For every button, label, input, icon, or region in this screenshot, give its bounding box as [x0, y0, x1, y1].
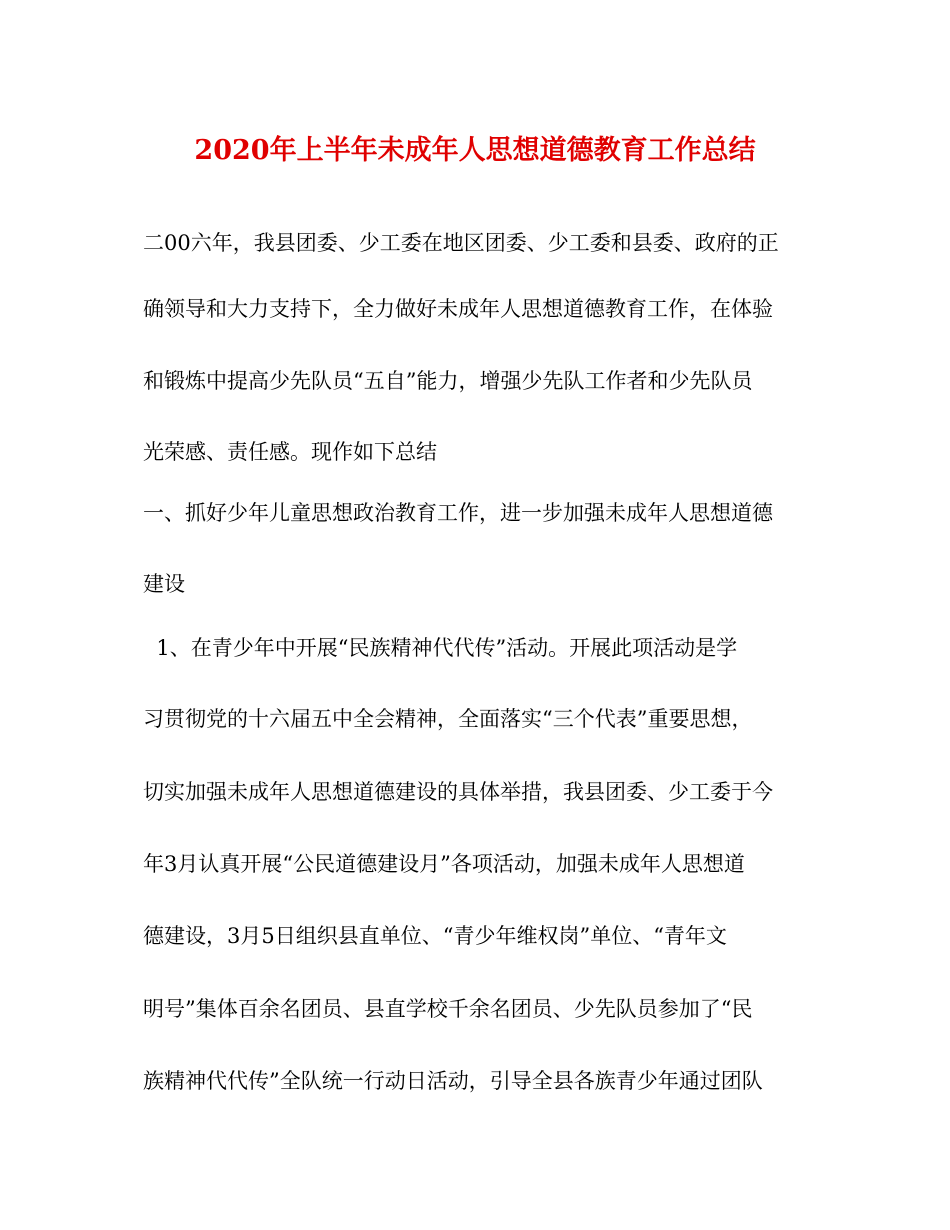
paragraph-line: 光荣感、责任感。现作如下总结 — [143, 440, 437, 464]
section-heading-line: 建设 — [143, 572, 185, 596]
paragraph-line: 1、在青少年中开展“民族精神代代传”活动。开展此项活动是学 — [143, 636, 738, 660]
paragraph-line: 德建设，3月5日组织县直单位、“青少年维权岗”单位、“青年文 — [143, 924, 727, 948]
paragraph-line: 族精神代代传”全队统一行动日活动，引导全县各族青少年通过团队 — [143, 1069, 763, 1093]
paragraph-line: 明号”集体百余名团员、县直学校千余名团员、少先队员参加了“民 — [143, 997, 753, 1021]
paragraph-line: 和锻炼中提高少先队员“五自”能力，增强少先队工作者和少先队员 — [143, 369, 753, 393]
paragraph-line: 切实加强未成年人思想道德建设的具体举措，我县团委、少工委于今 — [143, 780, 773, 804]
section-heading-line: 一、抓好少年儿童思想政治教育工作，进一步加强未成年人思想道德 — [143, 501, 773, 525]
document-title: 2020年上半年未成年人思想道德教育工作总结 — [194, 135, 756, 166]
paragraph-line: 二00六年，我县团委、少工委在地区团委、少工委和县委、政府的正 — [143, 231, 779, 255]
paragraph-line: 确领导和大力支持下，全力做好未成年人思想道德教育工作，在体验 — [143, 297, 773, 321]
paragraph-line: 年3月认真开展“公民道德建设月”各项活动，加强未成年人思想道 — [143, 852, 745, 876]
paragraph-line: 习贯彻党的十六届五中全会精神，全面落实“三个代表”重要思想， — [143, 707, 753, 731]
